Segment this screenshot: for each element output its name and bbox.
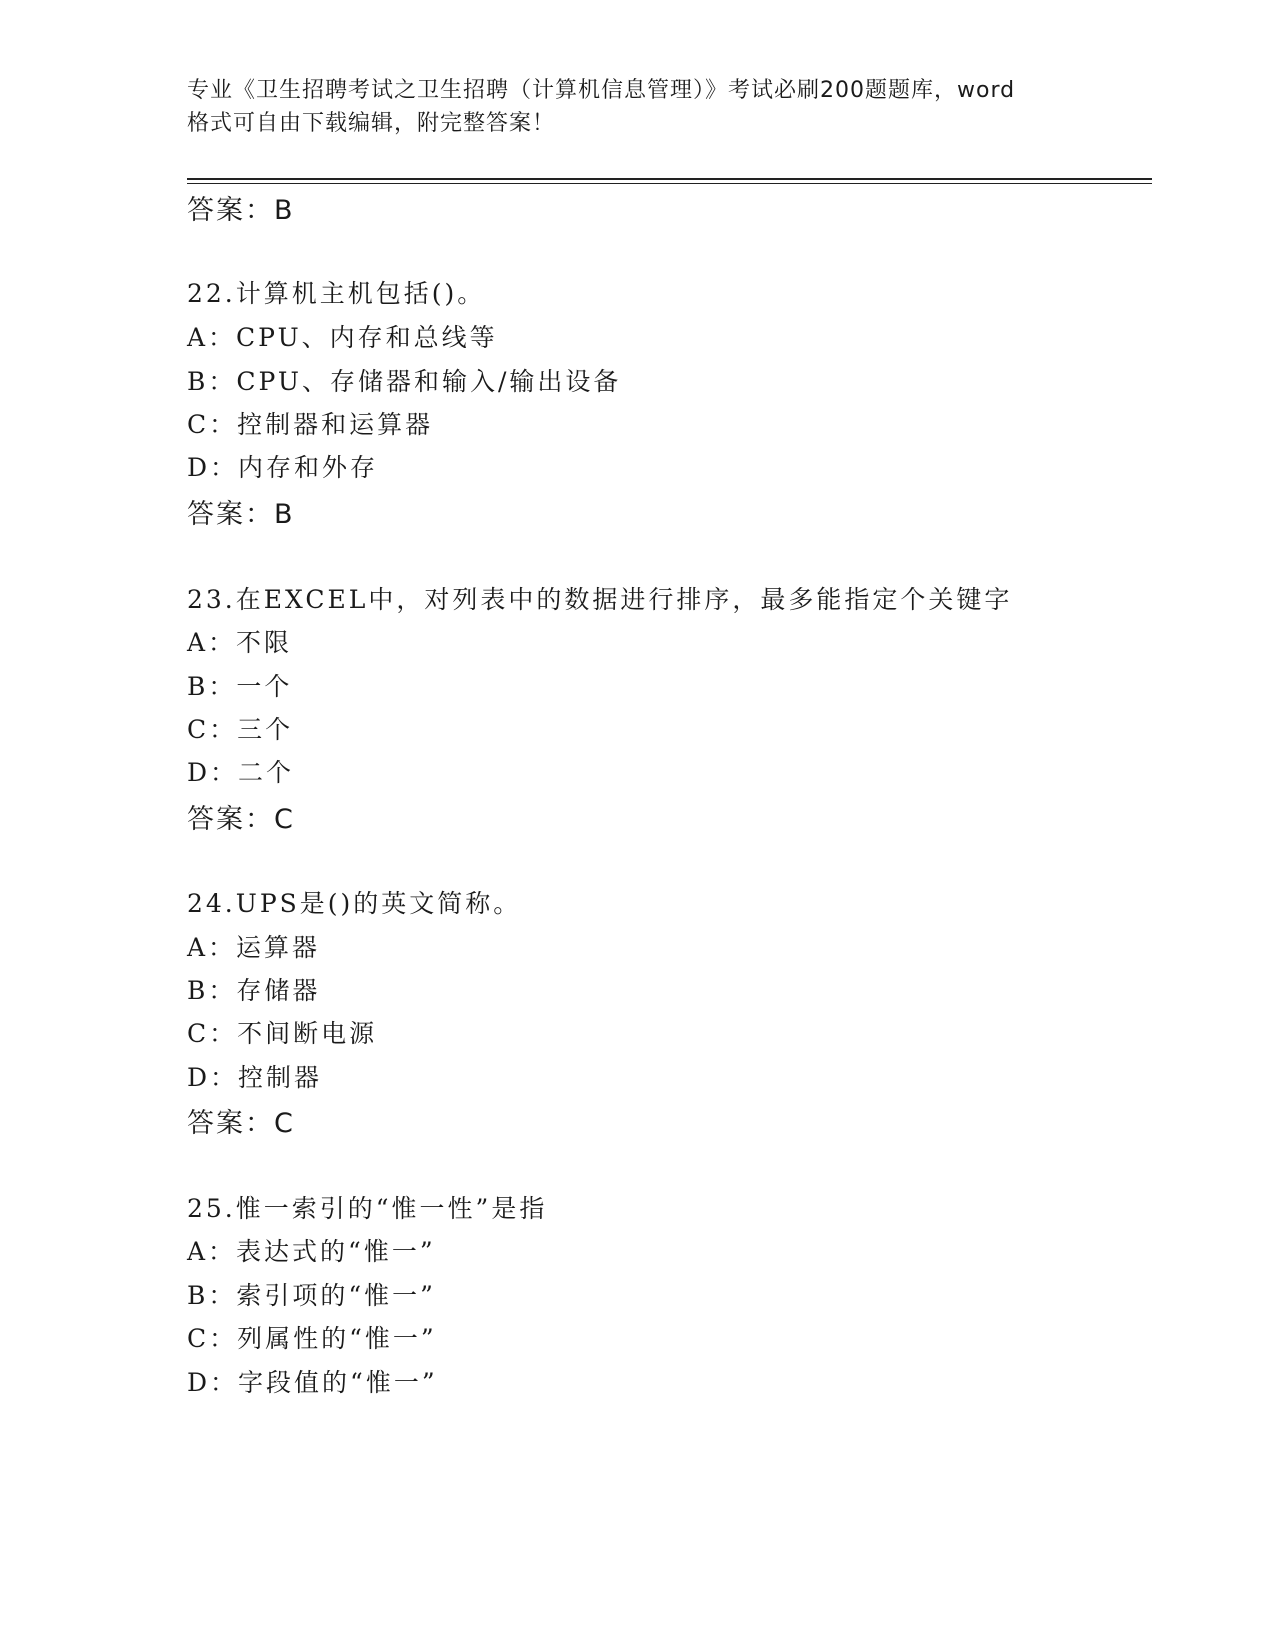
question-24-option-b: B：存储器: [187, 976, 321, 1005]
question-23-option-d: D：二个: [187, 758, 295, 787]
question-24-stem: 24.UPS是()的英文简称。: [187, 889, 522, 918]
question-23-option-b: B：一个: [187, 672, 293, 701]
question-25-option-b: B：索引项的“惟一”: [187, 1281, 436, 1310]
question-24-option-a: A：运算器: [187, 933, 321, 962]
question-25-option-c: C：列属性的“惟一”: [187, 1324, 437, 1353]
question-24-option-c: C：不间断电源: [187, 1019, 378, 1048]
header-divider-thin: [187, 183, 1152, 184]
question-25-stem: 25.惟一索引的“惟一性”是指: [187, 1194, 548, 1223]
question-23-stem: 23.在EXCEL中，对列表中的数据进行排序，最多能指定个关键字: [187, 585, 1013, 614]
question-24-answer: 答案：C: [187, 1108, 295, 1139]
document-header: [187, 74, 1087, 140]
question-22-option-d: D：内存和外存: [187, 453, 379, 482]
question-22-option-c: C：控制器和运算器: [187, 410, 434, 439]
question-23-answer: 答案：C: [187, 804, 295, 835]
header-line-1: 专业《卫生招聘考试之卫生招聘（计算机信息管理）》考试必刷200题题库，word: [187, 78, 1016, 103]
header-divider-thick: [187, 178, 1152, 180]
question-22-answer: 答案：B: [187, 499, 295, 530]
answer-previous: 答案：B: [187, 195, 295, 226]
question-22-option-b: B：CPU、存储器和输入/输出设备: [187, 367, 622, 396]
question-23-option-c: C：三个: [187, 715, 294, 744]
question-24-option-d: D：控制器: [187, 1063, 323, 1092]
question-22-stem: 22.计算机主机包括()。: [187, 279, 486, 308]
question-22-option-a: A：CPU、内存和总线等: [187, 323, 498, 352]
header-line-2: 格式可自由下载编辑，附完整答案！: [187, 111, 556, 136]
question-25-option-a: A：表达式的“惟一”: [187, 1237, 436, 1266]
question-23-option-a: A：不限: [187, 628, 293, 657]
question-25-option-d: D：字段值的“惟一”: [187, 1368, 438, 1397]
